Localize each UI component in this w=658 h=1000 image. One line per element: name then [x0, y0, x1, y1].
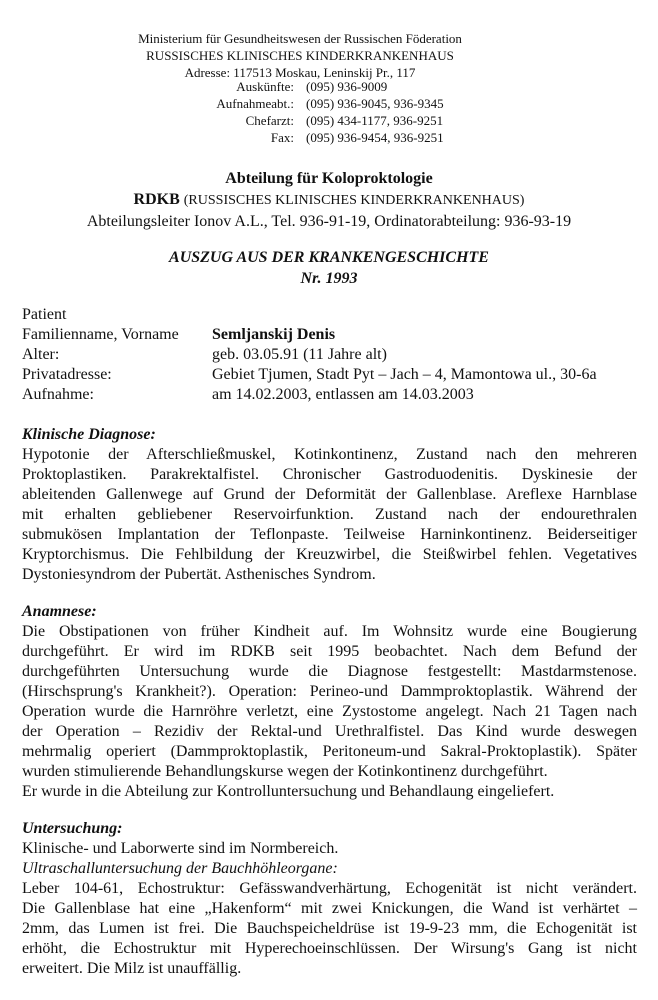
- patient-label: Familienname, Vorname: [22, 326, 179, 343]
- contact-value: (095) 434-1177, 936-9251: [306, 113, 444, 128]
- contact-value: (095) 936-9454, 936-9251: [306, 130, 444, 145]
- department-head: Abteilungsleiter Ionov A.L., Tel. 936-91-19, Ordinatorabteilung: 936-93-19: [86, 213, 572, 230]
- contact-label: Auskünfte:: [236, 79, 294, 94]
- text-line: erhöht, die Echostruktur mit Hyperechoeinschlüssen. Der Wirsung's Gang ist nicht: [22, 940, 637, 957]
- text-line: Die Obstipationen von früher Kindheit auf. Im Wohnsitz wurde eine Bougierung: [22, 623, 637, 640]
- contact-label: Chefarzt:: [245, 113, 294, 128]
- patient-value: am 14.02.2003, entlassen am 14.03.2003: [212, 386, 474, 403]
- patient-label: Alter:: [22, 346, 60, 363]
- anamnesis-section: [22, 602, 637, 802]
- examination-text: [22, 839, 637, 859]
- document-heading: [0, 247, 658, 289]
- hospital-name: RUSSISCHES KLINISCHES KINDERKRANKENHAUS: [146, 48, 454, 63]
- patient-row: [22, 385, 642, 405]
- hospital-address: Adresse: 117513 Moskau, Leninskij Pr., 117: [184, 65, 416, 80]
- department-rdkb: [0, 189, 658, 211]
- text-line: submukösen Implantation der Teflonpaste. Teilweise Harninkontinenz. Beiderseitiger: [22, 526, 637, 543]
- letterhead: [0, 30, 600, 81]
- department-name: Abteilung für Koloproktologie: [225, 170, 433, 187]
- contact-label: Fax:: [270, 130, 294, 145]
- examination-intro: Klinische- und Laborwerte sind im Normbereich.: [22, 840, 339, 857]
- text-line: mit erhalten gebliebener Reservoirfunktion. Zustand nach der endourethralen: [22, 506, 637, 523]
- text-line: 2mm, das Lumen ist frei. Die Bauchspeicheldrüse ist 19-9-23 mm, die Echogenität ist: [22, 920, 637, 937]
- examination-title: Untersuchung:: [22, 820, 123, 837]
- diagnosis-text: [22, 445, 637, 585]
- contact-list: [0, 78, 658, 146]
- patient-label: Privatadresse:: [22, 366, 112, 383]
- text-line: Kryptorchismus. Die Fehlbildung der Kreuzwirbel, die Steißwirbel fehlen. Vegetatives: [22, 546, 637, 563]
- diagnosis-title: Klinische Diagnose:: [22, 426, 156, 443]
- patient-block: [22, 305, 642, 405]
- ultrasound-text: [22, 879, 637, 979]
- text-line: Leber 104-61, Echostruktur: Gefässwandverhärtung, Echogenität ist nicht verändert.: [22, 880, 637, 897]
- rdkb-abbrev: RDKB: [133, 191, 180, 208]
- ministry-name: Ministerium für Gesundheitswesen der Russischen Föderation: [138, 31, 462, 46]
- text-line: durchgeführten Untersuchung wurde die Diagnose festgestellt: Mastdarmstenose.: [22, 663, 637, 680]
- patient-row: [22, 365, 642, 385]
- examination-section: [22, 819, 637, 979]
- anamnesis-text: [22, 622, 637, 802]
- contact-row: [0, 95, 658, 112]
- patient-heading-row: [22, 305, 642, 325]
- anamnesis-title: Anamnese:: [22, 603, 97, 620]
- diagnosis-section: [22, 425, 637, 585]
- text-line: Proktoplastiken. Parakrektalfistel. Chronischer Gastroduodenitis. Dyskinesie der: [22, 466, 637, 483]
- text-line: durchgeführt. Er wird im RDKB seit 1995 beobachtet. Nach dem Befund der: [22, 643, 637, 660]
- text-line: ableitenden Gallenwege auf Grund der Deformität der Gallenblase. Areflexe Harnblase: [22, 486, 637, 503]
- rdkb-full-name: (RUSSISCHES KLINISCHES KINDERKRANKENHAUS): [183, 193, 525, 208]
- text-line: (Hirschsprung's Krankheit?). Operation: Perineo-und Dammproktoplastik. Während der: [22, 683, 637, 700]
- patient-value: geb. 03.05.91 (11 Jahre alt): [212, 346, 387, 363]
- contact-row: [0, 129, 658, 146]
- contact-label: Aufnahmeabt.:: [216, 96, 294, 111]
- text-line: wurden stimulierende Behandlungskurse wegen der Kotinkontinenz durchgeführt.: [22, 763, 548, 780]
- text-line: mehrmalig operiert (Dammproktoplastik, Peritoneum-und Sakral-Proktoplastik). Später: [22, 743, 637, 760]
- document-title: AUSZUG AUS DER KRANKENGESCHICHTE: [169, 249, 489, 266]
- text-line: erweitert. Die Milz ist unauffällig.: [22, 960, 242, 977]
- patient-value: Gebiet Tjumen, Stadt Pyt – Jach – 4, Mamontowa ul., 30-6a: [212, 366, 597, 383]
- department-block: [0, 168, 658, 232]
- document-number: Nr. 1993: [300, 270, 358, 287]
- text-line: Dystoniesyndrom der Pubertät. Asthenisches Syndrom.: [22, 566, 376, 583]
- patient-row: [22, 345, 642, 365]
- patient-value: Semljanskij Denis: [212, 326, 336, 343]
- contact-row: [0, 78, 658, 95]
- text-line: Operation wurde die Harnröhre verletzt, eine Zystostome angelegt. Nach 21 Tagen nach: [22, 703, 637, 720]
- contact-row: [0, 112, 658, 129]
- contact-value: (095) 936-9009: [306, 79, 388, 94]
- text-line: Hypotonie der Afterschließmuskel, Kotinkontinenz, Zustand nach den mehreren: [22, 446, 637, 463]
- patient-row: [22, 325, 642, 345]
- ultrasound-subtitle: Ultraschalluntersuchung der Bauchhöhleorgane:: [22, 860, 338, 877]
- patient-heading: Patient: [22, 306, 67, 323]
- contact-value: (095) 936-9045, 936-9345: [306, 96, 444, 111]
- patient-label: Aufnahme:: [22, 386, 94, 403]
- text-line: der Operation – Rezidiv der Rektal-und Urethralfistel. Das Kind wurde deswegen: [22, 723, 637, 740]
- text-line: Er wurde in die Abteilung zur Kontrolluntersuchung und Behandlaung eingeliefert.: [22, 783, 555, 800]
- text-line: Die Gallenblase hat eine „Hakenform“ mit zwei Knickungen, die Wand ist verhärtet –: [22, 900, 637, 917]
